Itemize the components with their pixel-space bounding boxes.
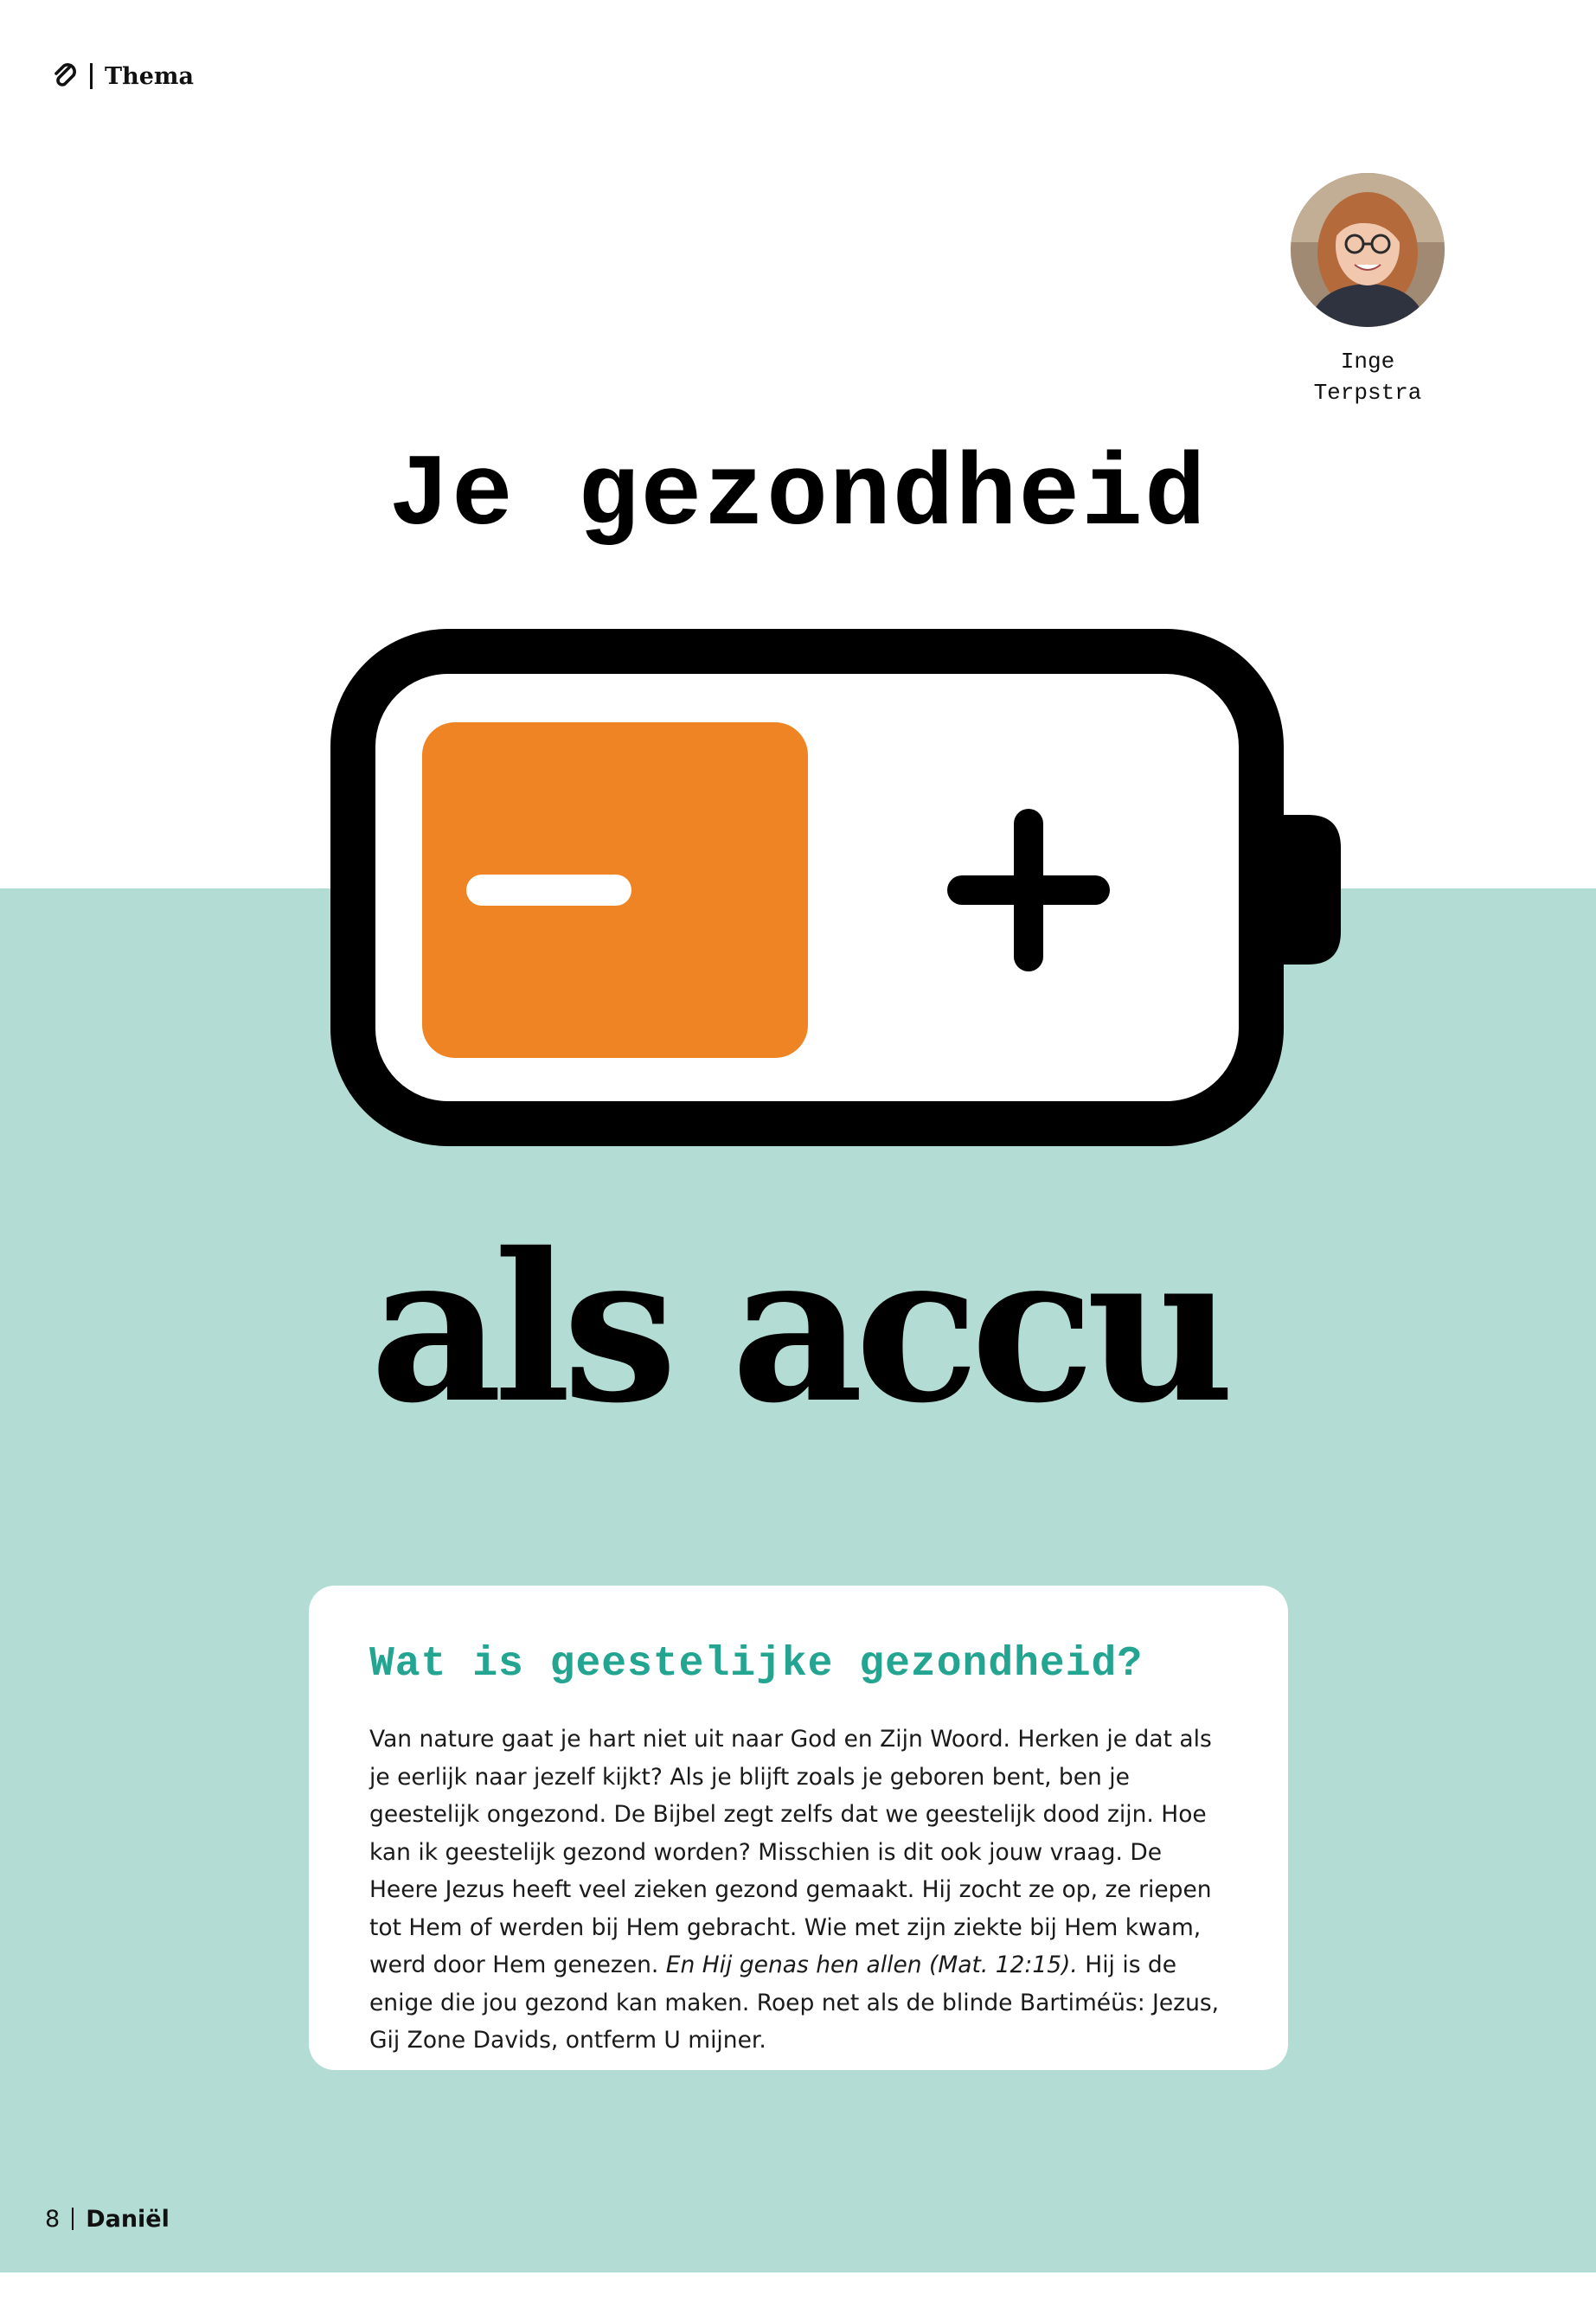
section-header — [52, 59, 194, 93]
author-last-name: Terpstra — [1313, 380, 1422, 406]
card-title: Wat is geestelijke gezondheid? — [369, 1641, 1144, 1688]
page-footer — [45, 2204, 170, 2234]
headline-line1: Je gezondheid — [388, 439, 1208, 554]
info-card — [309, 1586, 1288, 2070]
author-byline — [1289, 173, 1446, 408]
card-body-text: Van nature gaat je hart niet uit naar God en Zijn Woord. Herken je dat als je eerlijk naar jezelf kijkt? Als je blijft zoals je geboren bent, ben je geestelijk ongezond. De Bijbel zegt zelfs dat we geestelijk dood zijn. Hoe kan ik geestelijk gezond worden? Misschien is dit ook jouw vraag. De Heere Jezus heeft veel zieken gezond gemaakt. Hij zocht ze op, ze riepen tot Hem of werden bij Hem gebracht. Wie met zijn ziekte bij Hem kwam, werd door Hem genezen. — [369, 1726, 1212, 1978]
footer-divider — [72, 2208, 74, 2230]
paperclip-icon — [52, 62, 78, 90]
scripture-quote: En Hij genas hen allen (Mat. 12:15). — [665, 1952, 1078, 1978]
author-first-name: Inge — [1340, 349, 1395, 375]
headline-line2: als accu — [369, 1208, 1227, 1448]
section-label: Thema — [105, 62, 194, 90]
card-body-text-end: Hij is de enige die jou gezond kan maken. Roep net als de blinde Bartiméüs: Jezus, Gij Zone Davids, ontferm U mijner. — [369, 1952, 1220, 2054]
avatar — [1291, 173, 1445, 327]
battery-icon — [330, 629, 1351, 1161]
card-body — [369, 1721, 1227, 2060]
magazine-name: Daniël — [86, 2205, 170, 2233]
author-name — [1289, 346, 1446, 408]
page-number: 8 — [45, 2205, 61, 2233]
header-divider — [90, 63, 93, 89]
